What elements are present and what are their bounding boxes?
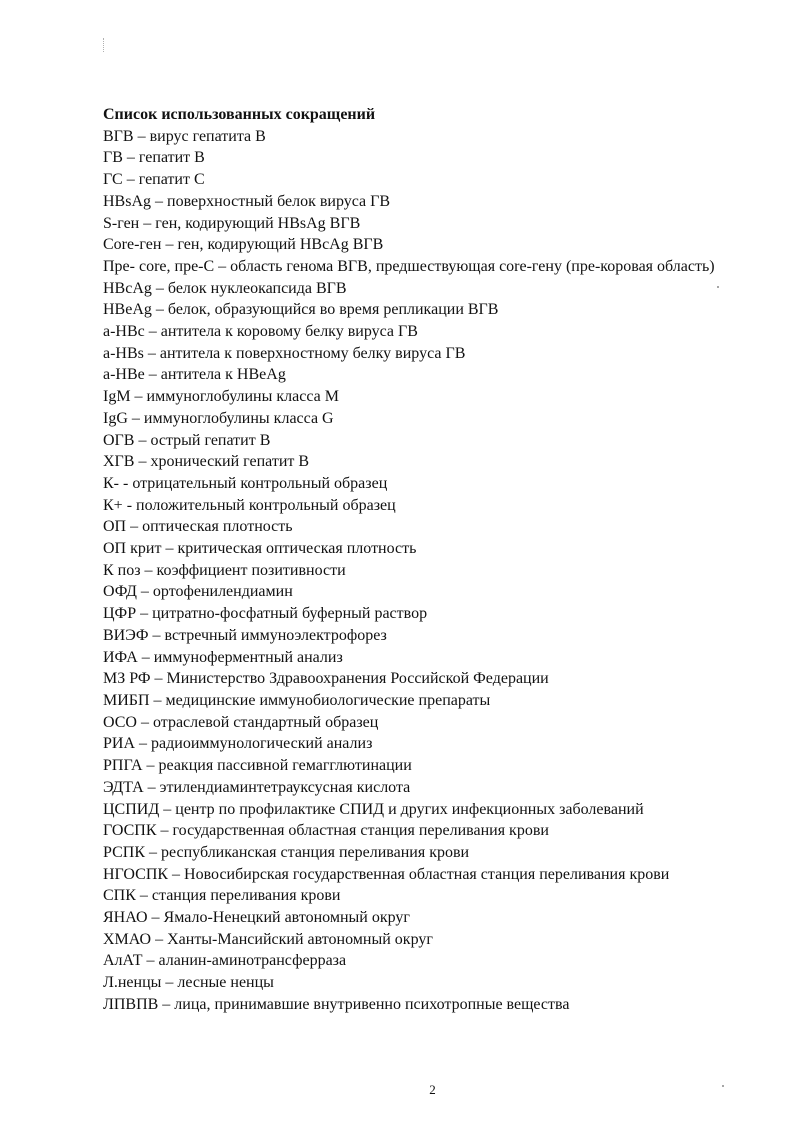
abbreviation-item: Л.ненцы – лесные ненцы: [103, 974, 274, 992]
abbreviation-item: IgM – иммуноглобулины класса М: [103, 388, 339, 406]
abbreviation-item: ГВ – гепатит В: [103, 149, 205, 167]
abbreviation-item: a-HBs – антитела к поверхностному белку вируса ГВ: [103, 344, 466, 362]
abbreviation-item: ОФД – ортофенилендиамин: [103, 583, 293, 601]
abbreviation-item: ЭДТА – этилендиаминтетрауксусная кислота: [103, 778, 411, 796]
abbreviation-item: К- - отрицательный контрольный образец: [103, 474, 388, 492]
abbreviation-item: ХГВ – хронический гепатит В: [103, 453, 310, 471]
abbreviation-item: Core-ген – ген, кодирующий HBcAg ВГВ: [103, 236, 384, 254]
abbreviation-item: СПК – станция переливания крови: [103, 887, 341, 905]
abbreviation-item: Пре- core, пре-С – область генома ВГВ, предшествующая core-гену (пре-коровая область): [103, 257, 715, 275]
abbreviation-item: ОГВ – острый гепатит В: [103, 431, 271, 449]
abbreviation-item: ЦФР – цитратно-фосфатный буферный раствор: [103, 605, 428, 623]
abbreviation-item: ИФА – иммуноферментный анализ: [103, 648, 343, 666]
abbreviation-item: К+ - положительный контрольный образец: [103, 496, 396, 514]
abbreviation-item: S-ген – ген, кодирующий HBsAg ВГВ: [103, 214, 361, 232]
abbreviation-item: a-HBe – антитела к HBeAg: [103, 366, 286, 384]
abbreviation-item: ГС – гепатит С: [103, 171, 205, 189]
abbreviation-item: ЛПВПВ – лица, принимавшие внутривенно психотропные вещества: [103, 995, 570, 1013]
abbreviation-item: РСПК – республиканская станция переливания крови: [103, 843, 470, 861]
abbreviation-item: ХМАО – Ханты-Мансийский автономный округ: [103, 930, 433, 948]
abbreviation-item: HBeAg – белок, образующийся во время репликации ВГВ: [103, 301, 499, 319]
abbreviation-item: IgG – иммуноглобулины класса G: [103, 409, 334, 427]
abbreviation-item: МЗ РФ – Министерство Здравоохранения Российской Федерации: [103, 670, 549, 688]
abbreviation-item: HBcAg – белок нуклеокапсида ВГВ: [103, 279, 347, 297]
abbreviation-item: АлАТ – аланин-аминотрансферраза: [103, 952, 347, 970]
abbreviation-item: К поз – коэффициент позитивности: [103, 561, 346, 579]
abbreviation-item: ЦСПИД – центр по профилактике СПИД и других инфекционных заболеваний: [103, 800, 644, 818]
page-number: 2: [429, 1082, 436, 1097]
abbreviation-item: РПГА – реакция пассивной гемагглютинации: [103, 757, 412, 775]
abbreviation-item: ГОСПК – государственная областная станция переливания крови: [103, 822, 549, 840]
abbreviation-item: a-HBc – антитела к коровому белку вируса ГВ: [103, 323, 418, 341]
section-heading: Список использованных сокращений: [103, 106, 376, 123]
abbreviations-list: [103, 126, 753, 1016]
abbreviation-item: ОП – оптическая плотность: [103, 518, 293, 536]
abbreviation-item: ЯНАО – Ямало-Ненецкий автономный округ: [103, 909, 410, 927]
abbreviations-section: [103, 104, 753, 1016]
abbreviation-item: ВИЭФ – встречный иммуноэлектрофорез: [103, 626, 387, 644]
abbreviation-item: ВГВ – вирус гепатита В: [103, 127, 266, 145]
scan-artifact-mark: [103, 38, 105, 52]
abbreviation-item: ОП крит – критическая оптическая плотность: [103, 540, 417, 558]
abbreviation-item: HBsAg – поверхностный белок вируса ГВ: [103, 192, 391, 210]
abbreviation-item: МИБП – медицинские иммунобиологические препараты: [103, 691, 491, 709]
abbreviation-item: РИА – радиоиммунологический анализ: [103, 735, 373, 753]
abbreviation-item: НГОСПК – Новосибирская государственная областная станция переливания крови: [103, 865, 670, 883]
abbreviation-item: ОСО – отраслевой стандартный образец: [103, 713, 379, 731]
